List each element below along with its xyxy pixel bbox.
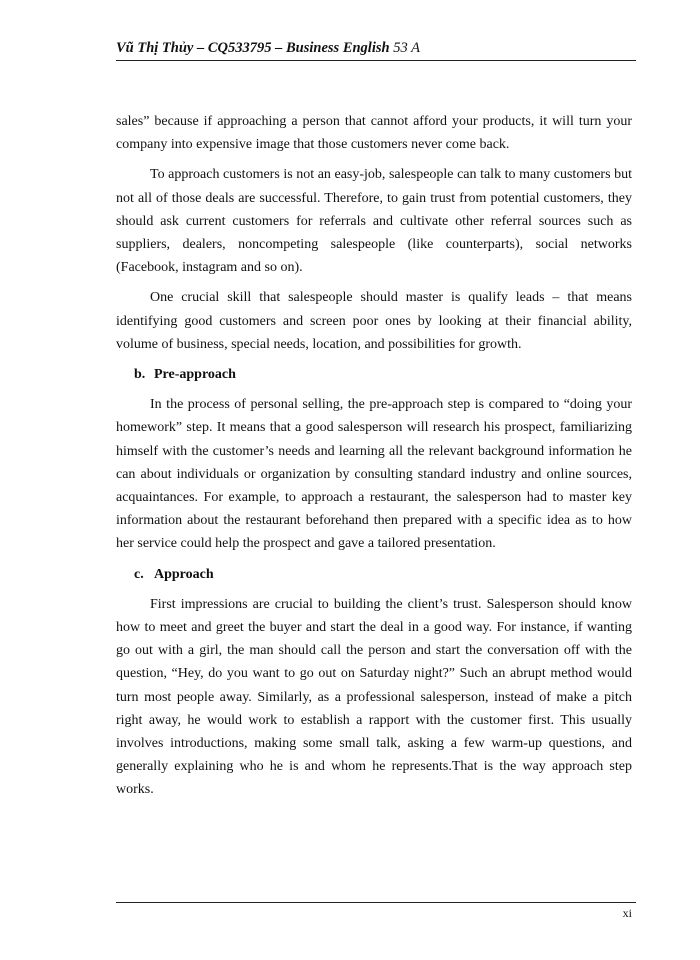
page-body — [116, 110, 632, 809]
section-heading-pre-approach — [134, 363, 632, 386]
page-number: xi — [622, 906, 632, 920]
section-heading-approach — [134, 563, 632, 586]
section-title: Pre-approach — [154, 367, 236, 383]
paragraph-approach: First impressions are crucial to building the client’s trust. Salesperson should know how to meet and greet the buyer and start the deal in a good way. For instance, if wanting go out with a girl, the man should call the person and start the conversation off with the question, “Hey, do you want to go out on Saturday night?” Such an abrupt method would turn most people away. Similarly, as a professional salesperson, instead of make a pitch right away, he would work to establish a rapport with the customer first. This usually involves introductions, making some small talk, asking a few warm-up questions, and generally explaining who he is and whom he represents.That is the way approach step works. — [116, 596, 632, 798]
section-title: Approach — [154, 566, 214, 582]
header-title: Vũ Thị Thủy – CQ533795 – Business English — [116, 40, 390, 56]
header-class-code: 53 A — [393, 40, 420, 56]
section-letter: b. — [134, 367, 146, 383]
footer-divider — [116, 902, 636, 903]
paragraph-pre-approach: In the process of personal selling, the pre-approach step is compared to “doing your homework” step. It means that a good salesperson will research his prospect, familiarizing himself with the customer’s needs and learning all the relevant background information he can about individuals or organization by consulting standard industry and online sources, acquaintances. For example, to approach a restaurant, the salesperson had to master key information about the restaurant beforehand then prepared with a specific idea as to how her service could help the prospect and gave a tailored presentation. — [116, 397, 632, 552]
paragraph-sales-continuation: sales” because if approaching a person that cannot afford your products, it will turn your company into expensive image that those customers never come back. — [116, 114, 632, 153]
paragraph-approach-customers: To approach customers is not an easy-job, salespeople can talk to many customers but not all of those deals are successful. Therefore, to gain trust from potential customers, they should ask current customers for referrals and cultivate other referral sources such as suppliers, dealers, noncompeting salespeople (like counterparts), social networks (Facebook, instagram and so on). — [116, 167, 632, 276]
page-header — [116, 40, 636, 57]
header-divider — [116, 60, 636, 61]
paragraph-qualify-leads: One crucial skill that salespeople should master is qualify leads – that means identifying good customers and screen poor ones by looking at their financial ability, volume of business, special needs, location, and possibilities for growth. — [116, 290, 632, 352]
section-letter: c. — [134, 566, 144, 582]
